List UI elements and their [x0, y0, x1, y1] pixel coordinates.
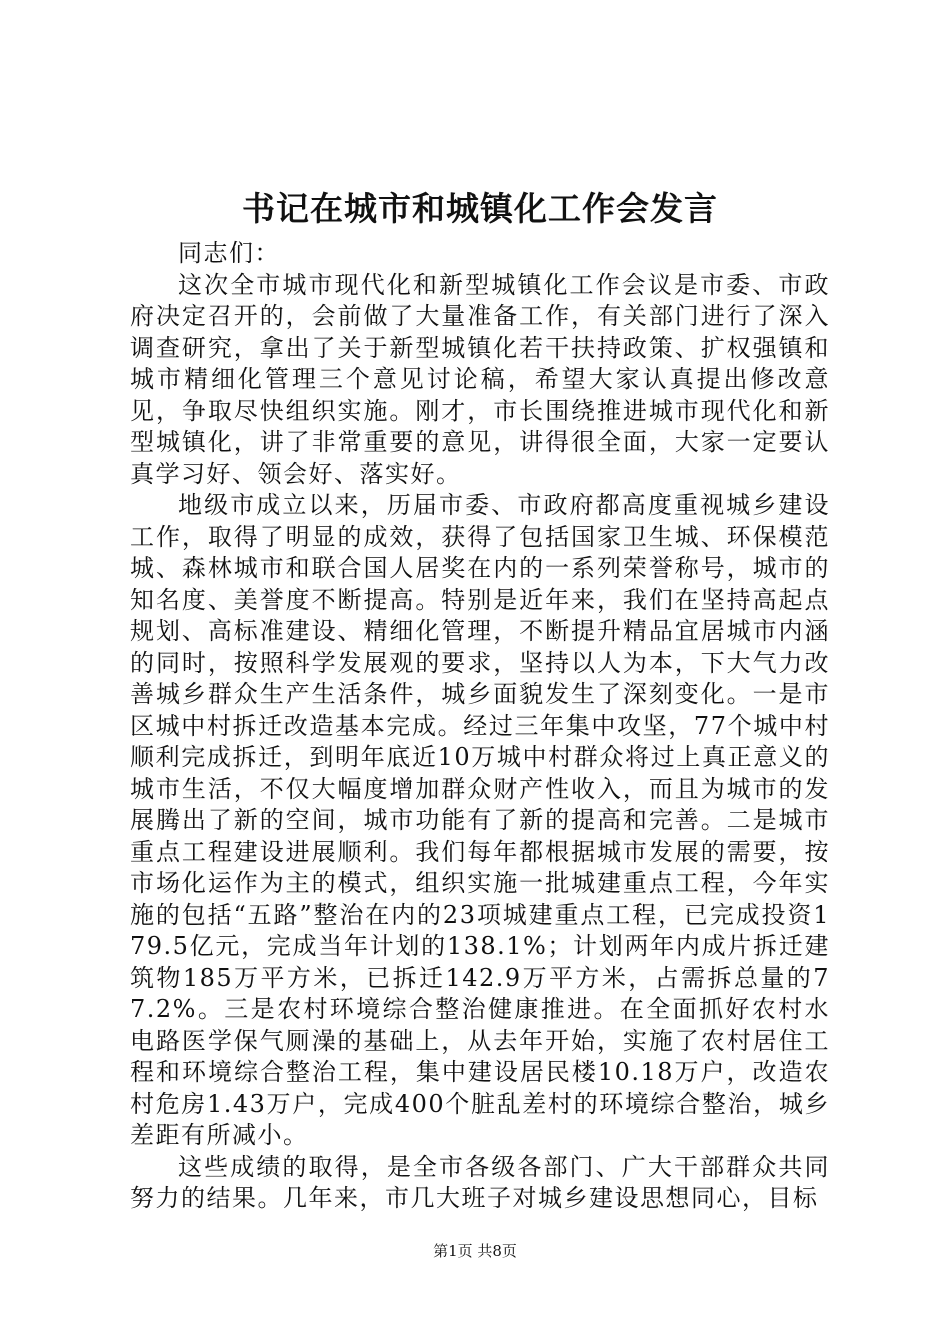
document-title: 书记在城市和城镇化工作会发言 — [242, 189, 718, 228]
body-paragraph: 这些成绩的取得，是全市各级各部门、广大干部群众共同努力的结果。几年来，市几大班子对城乡建设思想同心，目标 — [130, 1152, 830, 1212]
document-body — [130, 238, 830, 1215]
page-footer: 第1页 共8页 — [433, 1242, 517, 1260]
salutation-paragraph: 同志们： — [178, 239, 280, 267]
body-paragraph: 地级市成立以来，历届市委、市政府都高度重视城乡建设工作，取得了明显的成效，获得了包括国家卫生城、环保模范城、森林城市和联合国人居奖在内的一系列荣誉称号，城市的知名度、美誉度不断提高。特别是近年来，我们在坚持高起点规划、高标准建设、精细化管理，不断提升精品宜居城市内涵的同时，按照科学发展观的要求，坚持以人为本，下大气力改善城乡群众生产生活条件，城乡面貌发生了深刻变化。一是市区城中村拆迁改造基本完成。经过三年集中攻坚，77个城中村顺利完成拆迁，到明年底近10万城中村群众将过上真正意义的城市生活，不仅大幅度增加群众财产性收入，而且为城市的发展腾出了新的空间，城市功能有了新的提高和完善。二是城市重点工程建设进展顺利。我们每年都根据城市发展的需要，按市场化运作为主的模式，组织实施一批城建重点工程，今年实施的包括“五路”整治在内的23项城建重点工程，已完成投资179.5亿元，完成当年计划的138.1%；计划两年内成片拆迁建筑物185万平方米，已拆迁142.9万平方米，占需拆总量的77.2%。三是农村环境综合整治健康推进。在全面抓好农村水电路医学保气厕澡的基础上，从去年开始，实施了农村居住工程和环境综合整治工程，集中建设居民楼10.18万户，改造农村危房1.43万户，完成400个脏乱差村的环境综合整治，城乡差距有所减小。 — [130, 491, 830, 1149]
body-paragraph: 这次全市城市现代化和新型城镇化工作会议是市委、市政府决定召开的，会前做了大量准备工作，有关部门进行了深入调查研究，拿出了关于新型城镇化若干扶持政策、扩权强镇和城市精细化管理三个意见讨论稿，希望大家认真提出修改意见，争取尽快组织实施。刚才，市长围绕推进城市现代化和新型城镇化，讲了非常重要的意见，讲得很全面，大家一定要认真学习好、领会好、落实好。 — [130, 270, 830, 488]
